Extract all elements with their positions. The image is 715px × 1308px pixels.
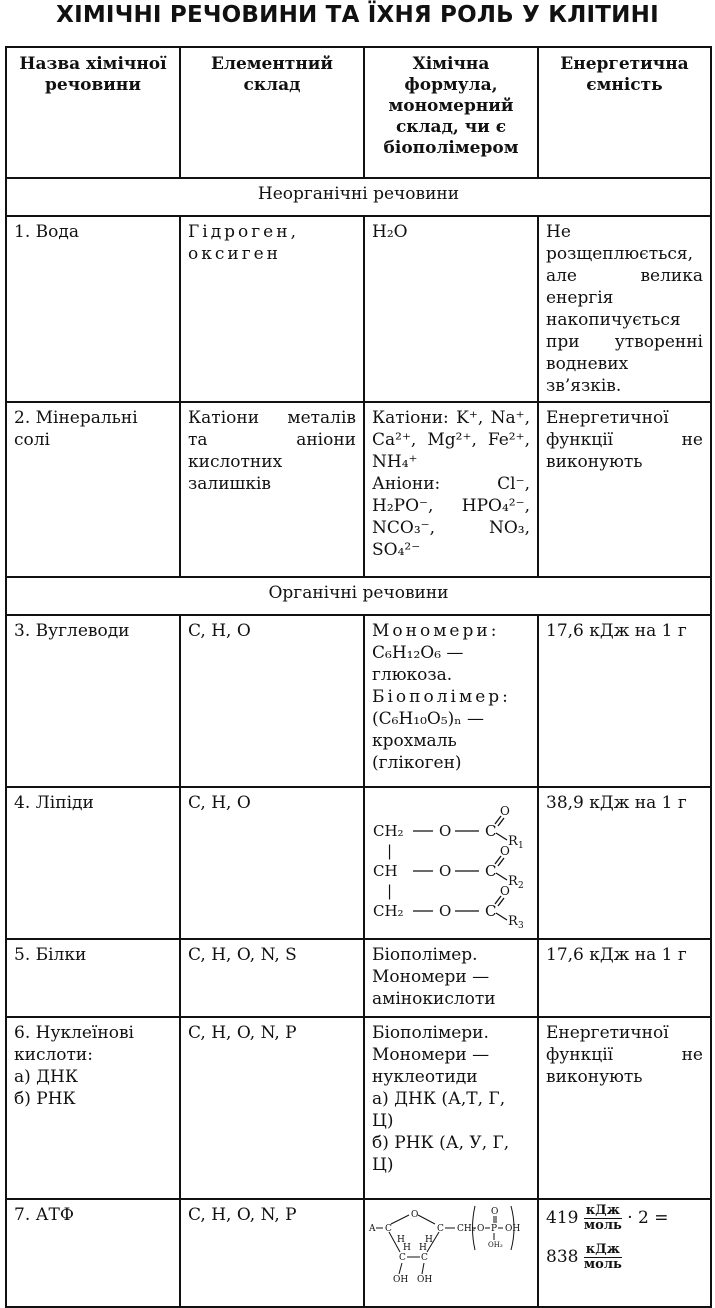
nucleic-energy: Енергетичної функції не виконують: [538, 1017, 711, 1199]
lipid-radical: R: [508, 914, 518, 929]
nucleic-name-line: а) ДНК: [14, 1067, 78, 1087]
proteins-line: амінокислоти: [372, 989, 496, 1009]
atp-structure-cell: [364, 1199, 538, 1307]
page-title: ХІМІЧНІ РЕЧОВИНИ ТА ЇХНЯ РОЛЬ У КЛІТИНІ: [56, 2, 659, 28]
table-row: [6, 1199, 711, 1307]
carbs-line: Біополімер:: [372, 687, 511, 707]
header-energy: Енергетична ємність: [538, 47, 711, 178]
carbs-elements: C, H, O: [180, 615, 364, 787]
atp-energy-value2: 838: [546, 1247, 579, 1267]
table-row: [6, 787, 711, 939]
atp-atom: O: [477, 1224, 485, 1234]
section-row: [6, 577, 711, 615]
atp-energy: [538, 1199, 711, 1307]
atp-atom: CH₂: [457, 1224, 476, 1234]
carbs-line: крохмаль (глікоген): [372, 731, 462, 773]
atp-atom: P: [491, 1224, 498, 1234]
lipid-radical-index: 1: [518, 841, 524, 851]
atp-atom: C: [385, 1224, 392, 1234]
atp-atom: H: [419, 1243, 427, 1253]
nucleic-formula: [364, 1017, 538, 1199]
atp-structure: [367, 1202, 537, 1298]
atp-atom: C: [421, 1253, 428, 1263]
section-organic: Органічні речовини: [6, 577, 711, 615]
nucleic-name-line: б) РНК: [14, 1089, 76, 1109]
carbs-formula: [364, 615, 538, 787]
salts-elements: Катіони металів та аніони кислотних залишків: [180, 402, 364, 577]
lipid-backbone: CH₂: [373, 902, 404, 920]
section-row: [6, 178, 711, 216]
lipid-carbon: C: [485, 822, 497, 840]
proteins-formula: [364, 939, 538, 1017]
lipid-oxygen: O: [439, 822, 452, 840]
water-name: 1. Вода: [6, 216, 180, 402]
atp-hydroxyl: OH: [393, 1275, 409, 1285]
nucleic-name-line: 6. Нуклеїнові кислоти:: [14, 1023, 134, 1065]
proteins-line: Мономери —: [372, 967, 490, 987]
nucleic-line: нуклеотиди: [372, 1067, 478, 1087]
atp-energy-line2: [546, 1243, 703, 1272]
lipids-elements: C, H, O: [180, 787, 364, 939]
lipids-name: 4. Ліпіди: [6, 787, 180, 939]
substances-table: [5, 46, 712, 1308]
table-row: [6, 402, 711, 577]
unit-numerator: кДж: [585, 1242, 620, 1257]
atp-energy-multiplier: · 2 =: [627, 1208, 669, 1228]
lipid-backbone: CH₂: [373, 822, 404, 840]
table-row: [6, 216, 711, 402]
nucleic-line: Біополімери.: [372, 1023, 489, 1043]
lipid-carbonyl-o: O: [500, 884, 510, 898]
lipid-backbone: CH: [373, 862, 398, 880]
atp-energy-line1: [546, 1204, 703, 1233]
nucleic-line: б) РНК (А, У, Г, Ц): [372, 1133, 510, 1175]
unit-denominator: моль: [583, 1257, 622, 1272]
lipids-energy: 38,9 кДж на 1 г: [538, 787, 711, 939]
carbs-line: C₆H₁₂O₆ — глюкоза.: [372, 643, 464, 685]
salts-formula: [364, 402, 538, 577]
carbs-line: (C₆H₁₀O₅)ₙ —: [372, 709, 485, 729]
table-row: [6, 939, 711, 1017]
lipid-carbonyl-o: O: [500, 844, 510, 858]
water-formula: H₂O: [364, 216, 538, 402]
atp-atom: H: [403, 1243, 411, 1253]
lipid-oxygen: O: [439, 862, 452, 880]
atp-atom: H: [425, 1235, 433, 1245]
table-row: [6, 1017, 711, 1199]
atp-name: 7. АТФ: [6, 1199, 180, 1307]
unit-numerator: кДж: [585, 1203, 620, 1218]
salts-cations: Катіони: K⁺, Na⁺, Ca²⁺, Mg²⁺, Fe²⁺, NH₄⁺: [372, 408, 530, 472]
salts-energy: Енергетичної функції не виконують: [538, 402, 711, 577]
carbs-energy: 17,6 кДж на 1 г: [538, 615, 711, 787]
atp-atom: C: [399, 1253, 406, 1263]
header-row: [6, 47, 711, 178]
triglyceride-structure: [367, 790, 535, 930]
nucleic-line: Мономери —: [372, 1045, 490, 1065]
header-name: Назва хімічної речовини: [6, 47, 180, 178]
table-row: [6, 615, 711, 787]
atp-energy-unit: [584, 1204, 622, 1233]
atp-elements: C, H, O, N, P: [180, 1199, 364, 1307]
carbs-name: 3. Вуглеводи: [6, 615, 180, 787]
water-elements: Гідроген, оксиген: [180, 216, 364, 402]
header-formula: Хімічна формула, мономерний склад, чи є біополімером: [364, 47, 538, 178]
nucleic-elements: C, H, O, N, P: [180, 1017, 364, 1199]
lipid-radical-index: 2: [518, 881, 524, 891]
atp-atom: H: [397, 1235, 405, 1245]
atp-adenine: A: [369, 1224, 376, 1234]
atp-atom: O: [491, 1207, 499, 1217]
water-energy: Не розщеплюється, але велика енергія накопичується при утворенні водневих зв’язків.: [538, 216, 711, 402]
atp-atom: C: [437, 1224, 444, 1234]
atp-hydroxyl: OH: [417, 1275, 433, 1285]
proteins-elements: C, H, O, N, S: [180, 939, 364, 1017]
lipid-radical-index: 3: [518, 921, 524, 930]
lipid-bond: |: [387, 882, 393, 900]
nucleic-line: а) ДНК (А,Т, Г, Ц): [372, 1089, 506, 1131]
unit-denominator: моль: [583, 1218, 622, 1233]
atp-hydroxyl: OH₃: [488, 1241, 503, 1249]
lipid-carbon: C: [485, 902, 497, 920]
salts-name: 2. Мінеральні солі: [6, 402, 180, 577]
atp-hydroxyl: OH: [505, 1224, 521, 1234]
salts-anions: Аніони: Cl⁻, H₂PO⁻, HPO₄²⁻, NCO₃⁻, NO₃, SO₄²⁻: [372, 474, 530, 560]
atp-energy-value1: 419: [546, 1208, 579, 1228]
lipid-carbonyl-o: O: [500, 804, 510, 818]
lipid-radical: R: [508, 834, 518, 849]
lipid-bond: |: [387, 842, 393, 860]
header-elements: Елементний склад: [180, 47, 364, 178]
atp-energy-unit: [584, 1243, 622, 1272]
atp-atom: O: [411, 1210, 419, 1220]
proteins-energy: 17,6 кДж на 1 г: [538, 939, 711, 1017]
section-inorganic: Неорганічні речовини: [6, 178, 711, 216]
proteins-name: 5. Білки: [6, 939, 180, 1017]
proteins-line: Біополімер.: [372, 945, 478, 965]
lipid-radical: R: [508, 874, 518, 889]
carbs-line: Мономери:: [372, 621, 500, 641]
nucleic-name: [6, 1017, 180, 1199]
lipids-structure-cell: [364, 787, 538, 939]
lipid-carbon: C: [485, 862, 497, 880]
lipid-oxygen: O: [439, 902, 452, 920]
